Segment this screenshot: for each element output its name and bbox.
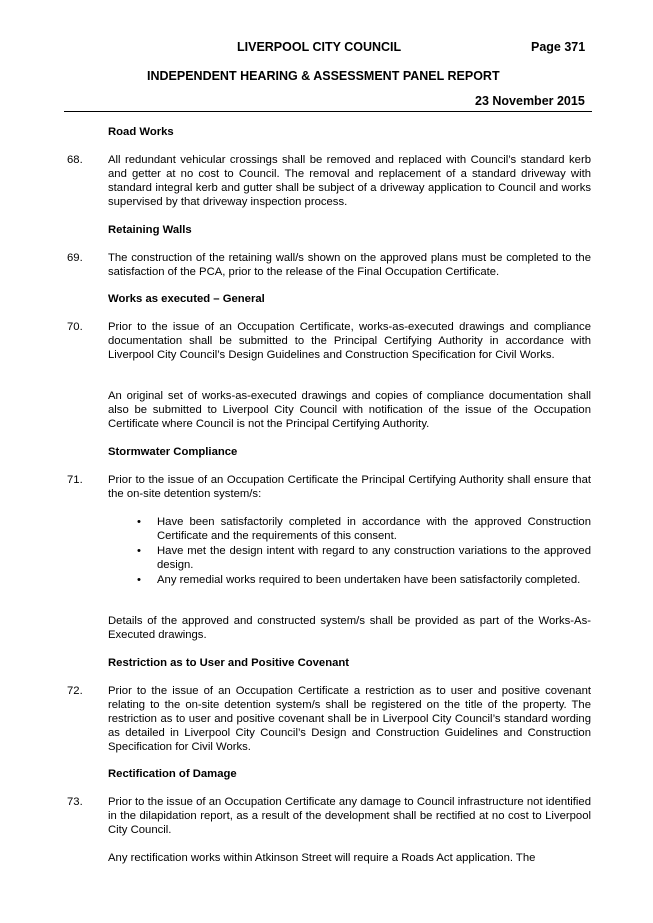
clause-68-text: All redundant vehicular crossings shall be removed and replaced with Council’s standard kerb and getter at no cost to Council. The removal and replacement of a standard driveway with standard integral kerb and gutter shall be subject of a driveway application to Council and works supervised by that driveway inspection process. — [108, 154, 591, 208]
list-item: • Have met the design intent with regard to any construction variations to the approved design. — [137, 545, 591, 571]
clause-number-73: 73. — [67, 796, 83, 808]
page-number: Page 371 — [531, 40, 586, 54]
clause-number-71: 71. — [67, 474, 83, 486]
bullet-icon: • — [137, 574, 141, 586]
clause-71-text-2: Details of the approved and constructed system/s shall be provided as part of the Works-As-Executed drawings. — [108, 615, 591, 641]
clause-number-69: 69. — [67, 252, 83, 264]
list-item: • Any remedial works required to been undertaken have been satisfactorily completed. — [137, 574, 581, 586]
heading-stormwater-compliance: Stormwater Compliance — [108, 446, 238, 458]
heading-restriction-covenant: Restriction as to User and Positive Covenant — [108, 657, 350, 669]
clause-69-text: The construction of the retaining wall/s shown on the approved plans must be completed to the satisfaction of the PCA, prior to the release of the Final Occupation Certificate. — [108, 252, 591, 278]
heading-road-works: Road Works — [108, 126, 174, 138]
header-rule — [64, 111, 592, 112]
list-item: • Have been satisfactorily completed in accordance with the approved Construction Certificate and the requirements of this consent. — [137, 516, 591, 542]
heading-rectification-damage: Rectification of Damage — [108, 768, 237, 780]
clause-73-text-2: Any rectification works within Atkinson Street will require a Roads Act application. The — [108, 852, 536, 864]
council-name: LIVERPOOL CITY COUNCIL — [237, 40, 402, 54]
heading-retaining-walls: Retaining Walls — [108, 224, 192, 236]
report-title: INDEPENDENT HEARING & ASSESSMENT PANEL REPORT — [147, 69, 500, 83]
clause-73-text: Prior to the issue of an Occupation Certificate any damage to Council infrastructure not identified in the dilapidation report, as a result of the development shall be rectified at no cost to Liverpool City Council. — [108, 796, 591, 836]
clause-72-text: Prior to the issue of an Occupation Certificate a restriction as to user and positive covenant relating to the on-site detention system/s shall be registered on the title of the property. The restriction as to user and positive covenant shall be in Liverpool City Council’s standard wording as detailed in Liverpool City Council’s Design and Construction Guidelines and Construction Specification for Civil Works. — [108, 685, 591, 753]
clause-70-text: Prior to the issue of an Occupation Certificate, works-as-executed drawings and compliance documentation shall be submitted to the Principal Certifying Authority in accordance with Liverpool City Council’s Design Guidelines and Construction Specification for Civil Works. — [108, 321, 591, 361]
clause-71-text: Prior to the issue of an Occupation Certificate the Principal Certifying Authority shall ensure that the on-site detention system/s: — [108, 474, 591, 500]
clause-number-68: 68. — [67, 154, 83, 166]
bullet-icon: • — [137, 545, 141, 557]
clause-number-70: 70. — [67, 321, 83, 333]
heading-works-as-executed: Works as executed – General — [108, 293, 265, 305]
report-date: 23 November 2015 — [475, 94, 585, 108]
clause-70-text-2: An original set of works-as-executed drawings and copies of compliance documentation shall also be submitted to Liverpool City Council with notification of the issue of the Occupation Certificate where Council is not the Principal Certifying Authority. — [108, 390, 591, 430]
bullet-icon: • — [137, 516, 141, 528]
bullet-list — [137, 515, 591, 588]
clause-number-72: 72. — [67, 685, 83, 697]
